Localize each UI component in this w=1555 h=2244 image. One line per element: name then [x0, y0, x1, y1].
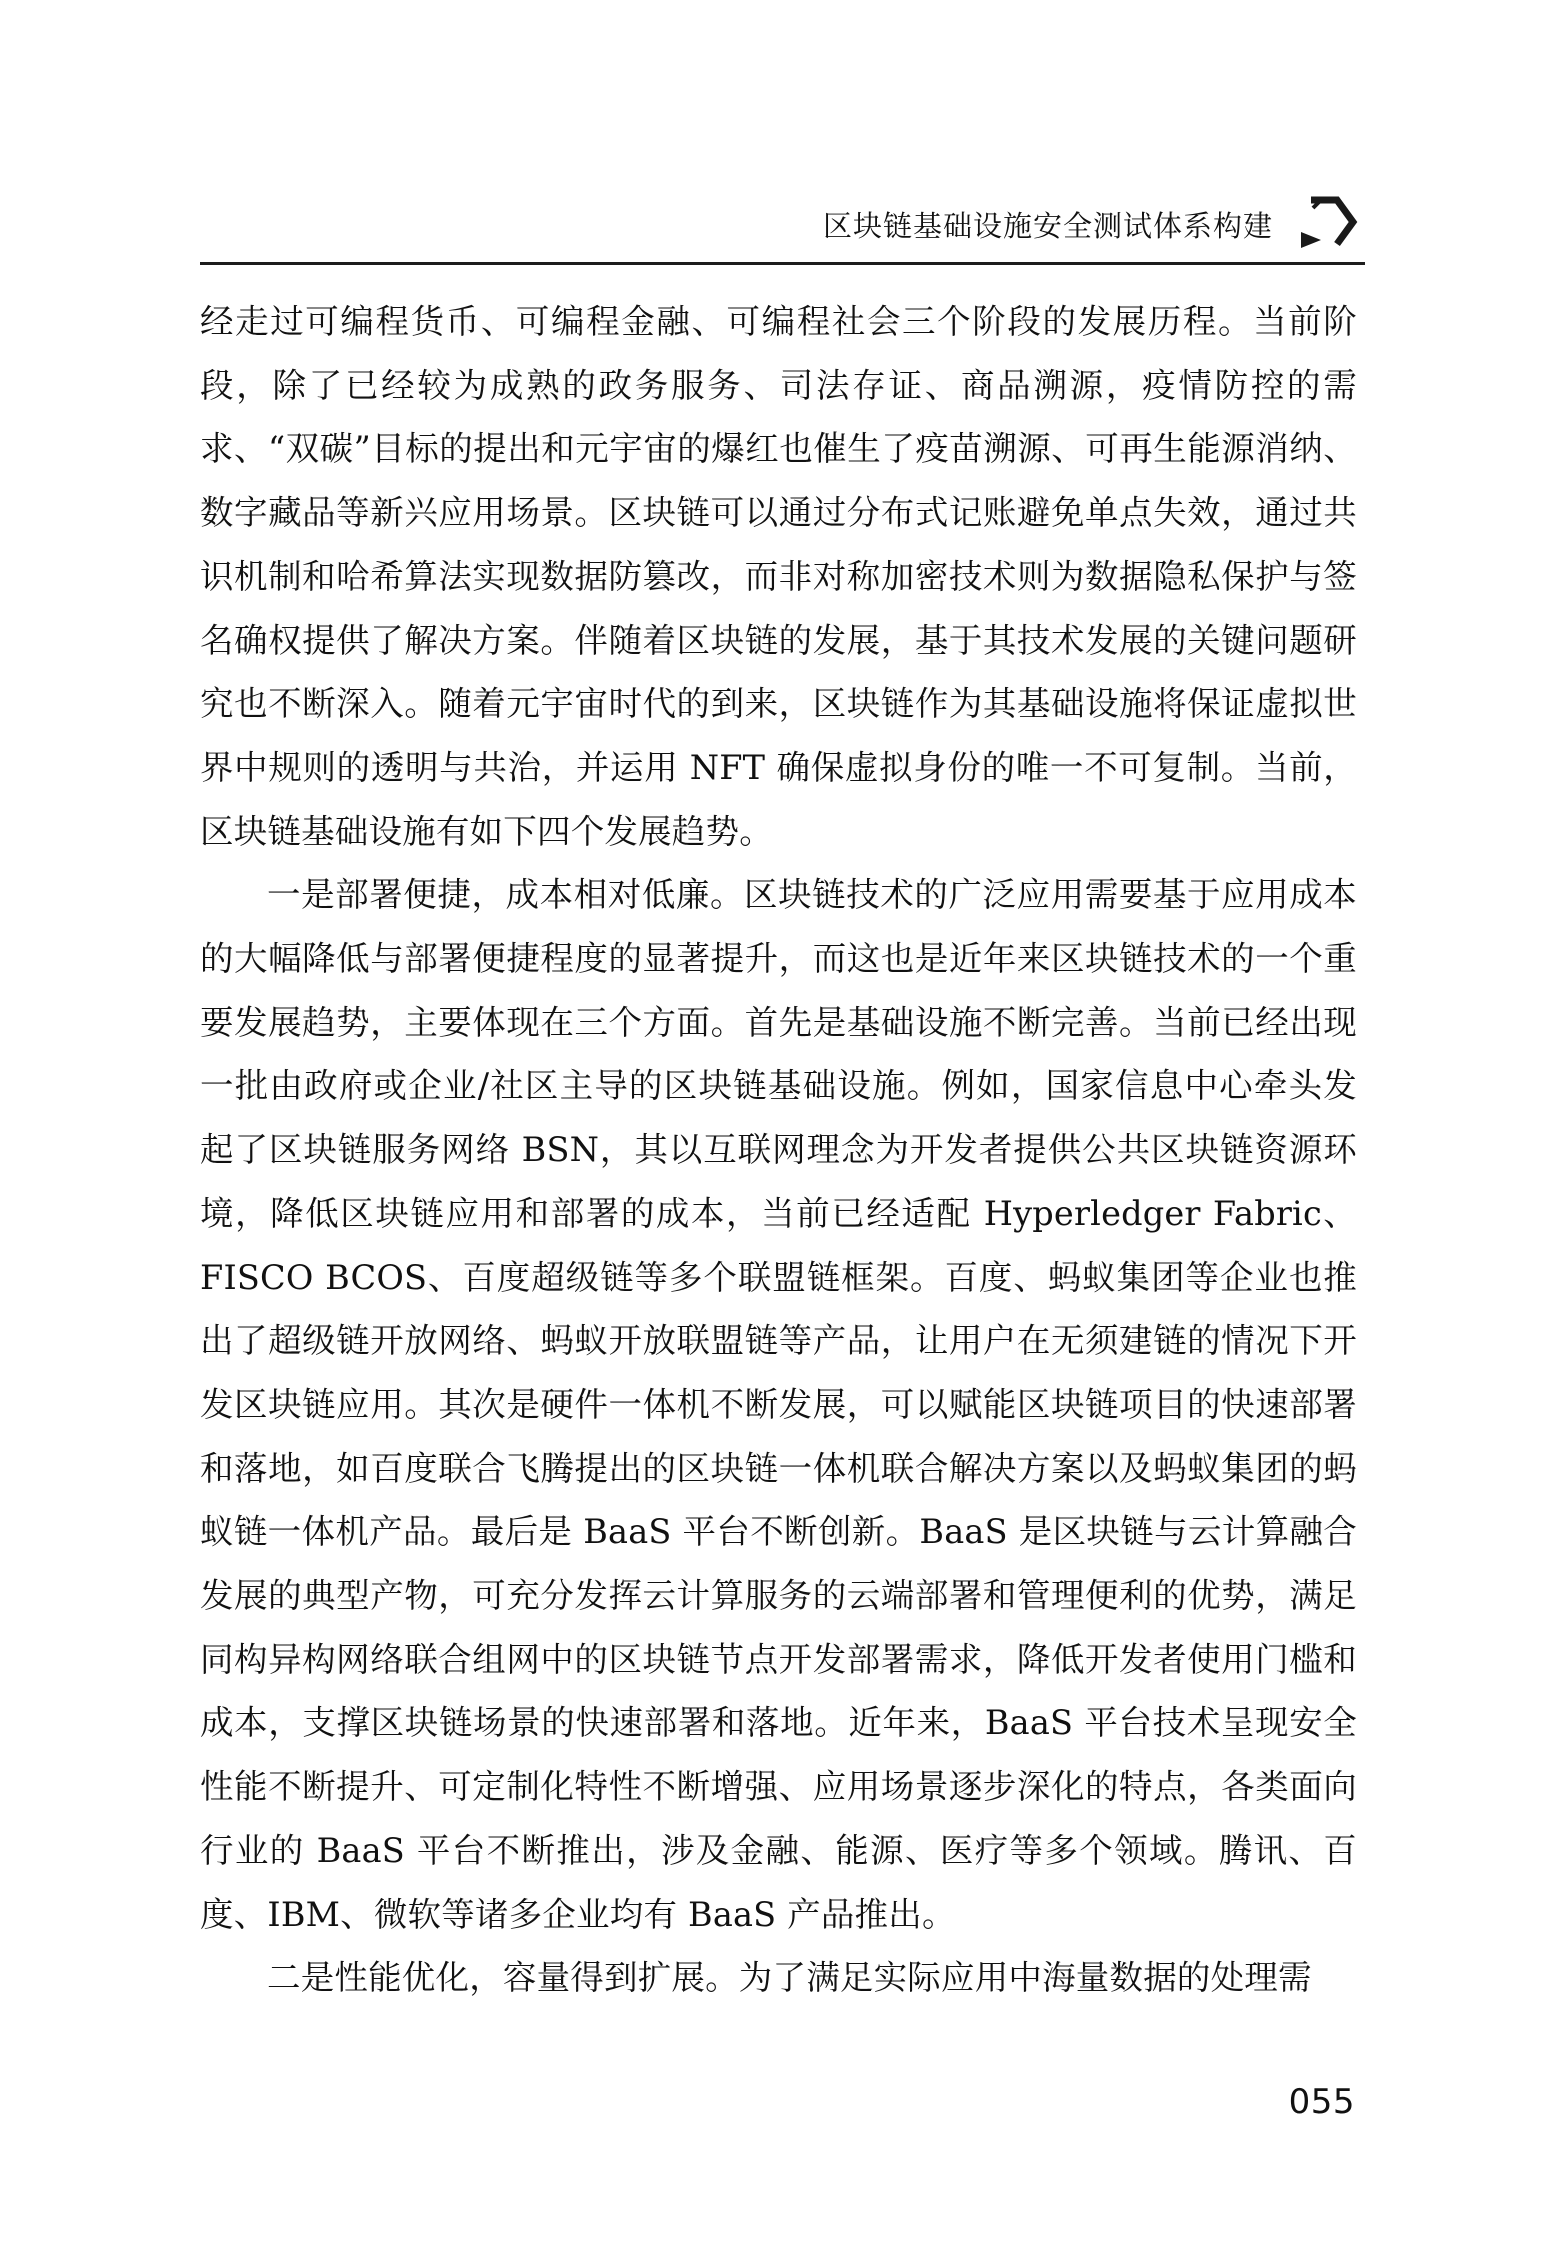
paragraph-continued: 经走过可编程货币、可编程金融、可编程社会三个阶段的发展历程。当前阶段，除了已经较为成熟的政务服务、司法存证、商品溯源，疫情防控的需求、“双碳”目标的提出和元宇宙的爆红也催生了疫苗溯源、可再生能源消纳、数字藏品等新兴应用场景。区块链可以通过分布式记账避免单点失效，通过共识机制和哈希算法实现数据防篡改，而非对称加密技术则为数据隐私保护与签名确权提供了解决方案。伴随着区块链的发展，基于其技术发展的关键问题研究也不断深入。随着元宇宙时代的到来，区块链作为其基础设施将保证虚拟世界中规则的透明与共治，并运用 NFT 确保虚拟身份的唯一不可复制。当前，区块链基础设施有如下四个发展趋势。 — [200, 302, 1357, 851]
running-header — [200, 190, 1365, 265]
paragraph-trend-one: 一是部署便捷，成本相对低廉。区块链技术的广泛应用需要基于应用成本的大幅降低与部署便捷程度的显著提升，而这也是近年来区块链技术的一个重要发展趋势，主要体现在三个方面。首先是基础设施不断完善。当前已经出现一批由政府或企业/社区主导的区块链基础设施。例如，国家信息中心牵头发起了区块链服务网络 BSN，其以互联网理念为开发者提供公共区块链资源环境，降低区块链应用和部署的成本，当前已经适配 Hyperledger Fabric、FISCO BCOS、百度超级链等多个联盟链框架。百度、蚂蚁集团等企业也推出了超级链开放网络、蚂蚁开放联盟链等产品，让用户在无须建链的情况下开发区块链应用。其次是硬件一体机不断发展，可以赋能区块链项目的快速部署和落地，如百度联合飞腾提出的区块链一体机联合解决方案以及蚂蚁集团的蚂蚁链一体机产品。最后是 BaaS 平台不断创新。BaaS 是区块链与云计算融合发展的典型产物，可充分发挥云计算服务的云端部署和管理便利的优势，满足同构异构网络联合组网中的区块链节点开发部署需求，降低开发者使用门槛和成本，支撑区块链场景的快速部署和落地。近年来，BaaS 平台技术呈现安全性能不断提升、可定制化特性不断增强、应用场景逐步深化的特点，各类面向行业的 BaaS 平台不断推出，涉及金融、能源、医疗等多个领域。腾讯、百度、IBM、微软等诸多企业均有 BaaS 产品推出。 — [200, 875, 1357, 1934]
page-number: 055 — [1288, 2082, 1355, 2122]
main-text — [200, 290, 1357, 2010]
paragraph-trend-two: 二是性能优化，容量得到扩展。为了满足实际应用中海量数据的处理需 — [267, 1958, 1312, 1998]
running-header-title: 区块链基础设施安全测试体系构建 — [822, 209, 1273, 243]
chapter-arrow-icon — [1295, 192, 1365, 252]
